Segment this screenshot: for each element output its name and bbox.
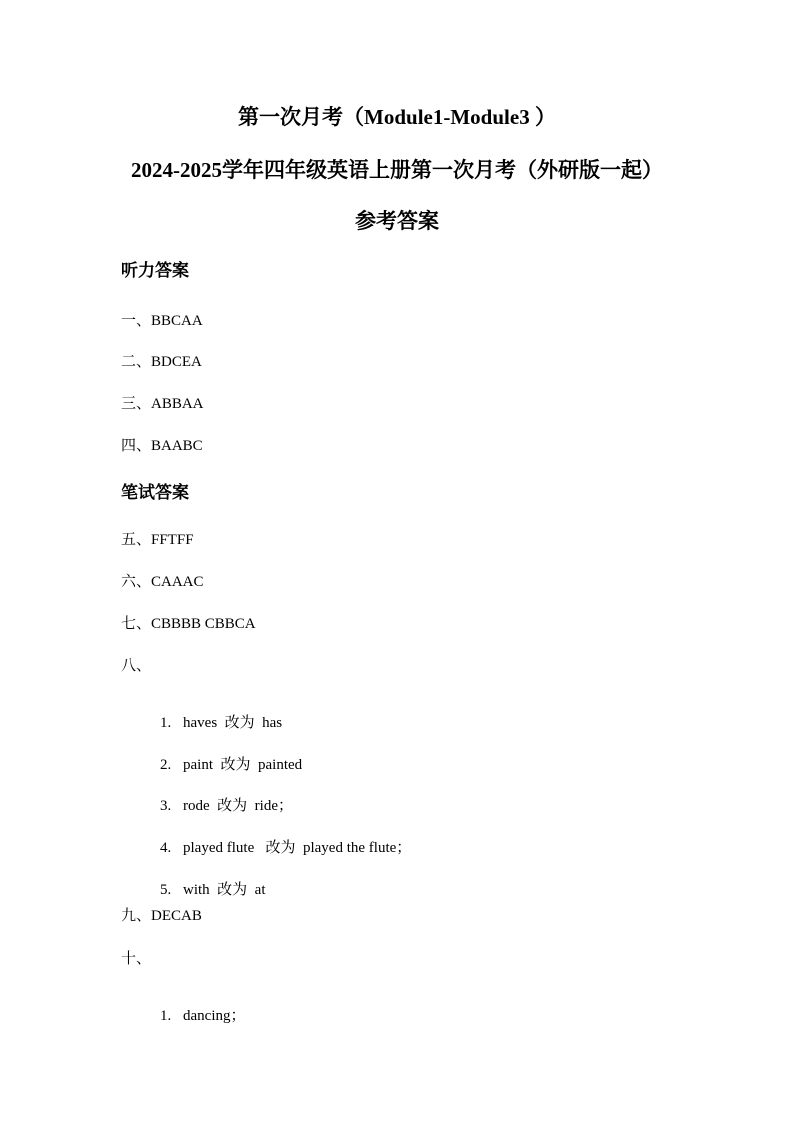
listening-heading: 听力答案: [121, 261, 189, 281]
item-number: 4.: [160, 840, 172, 856]
item-text: with 改为 at: [183, 882, 266, 898]
answer-line-9: 九、DECAB: [121, 908, 202, 924]
item-number: 5.: [160, 882, 172, 898]
section-10-label: 十、: [121, 951, 152, 967]
item-number: 2.: [160, 757, 172, 773]
list-item: [145, 868, 266, 913]
answer-line-3: 三、ABBAA: [121, 396, 204, 412]
item-text: haves 改为 has: [183, 715, 283, 731]
section-8-label: 八、: [121, 658, 152, 674]
page-title: 第一次月考（Module1-Module3 ）: [238, 105, 556, 129]
answer-line-6: 六、CAAAC: [121, 574, 204, 590]
answer-line-7: 七、CBBBB CBBCA: [121, 616, 256, 632]
item-text: dancing；: [183, 1008, 246, 1024]
item-text: rode 改为 ride；: [183, 798, 293, 814]
written-heading: 笔试答案: [121, 483, 189, 503]
answer-line-2: 二、BDCEA: [121, 354, 202, 370]
item-text: paint 改为 painted: [183, 757, 303, 773]
list-item: [145, 784, 293, 829]
item-number: 1.: [160, 715, 172, 731]
item-number: 3.: [160, 798, 172, 814]
list-item: [145, 701, 282, 746]
answer-line-1: 一、BBCAA: [121, 313, 203, 329]
list-item: [145, 994, 245, 1039]
answer-key-heading: 参考答案: [355, 209, 439, 233]
list-item: [145, 743, 302, 788]
page-subtitle: 2024-2025学年四年级英语上册第一次月考（外研版一起）: [131, 158, 663, 182]
list-item: [145, 826, 411, 871]
answer-line-5: 五、FFTFF: [121, 532, 194, 548]
answer-line-4: 四、BAABC: [121, 438, 203, 454]
item-number: 1.: [160, 1008, 172, 1024]
item-text: played flute 改为 played the flute；: [183, 840, 412, 856]
